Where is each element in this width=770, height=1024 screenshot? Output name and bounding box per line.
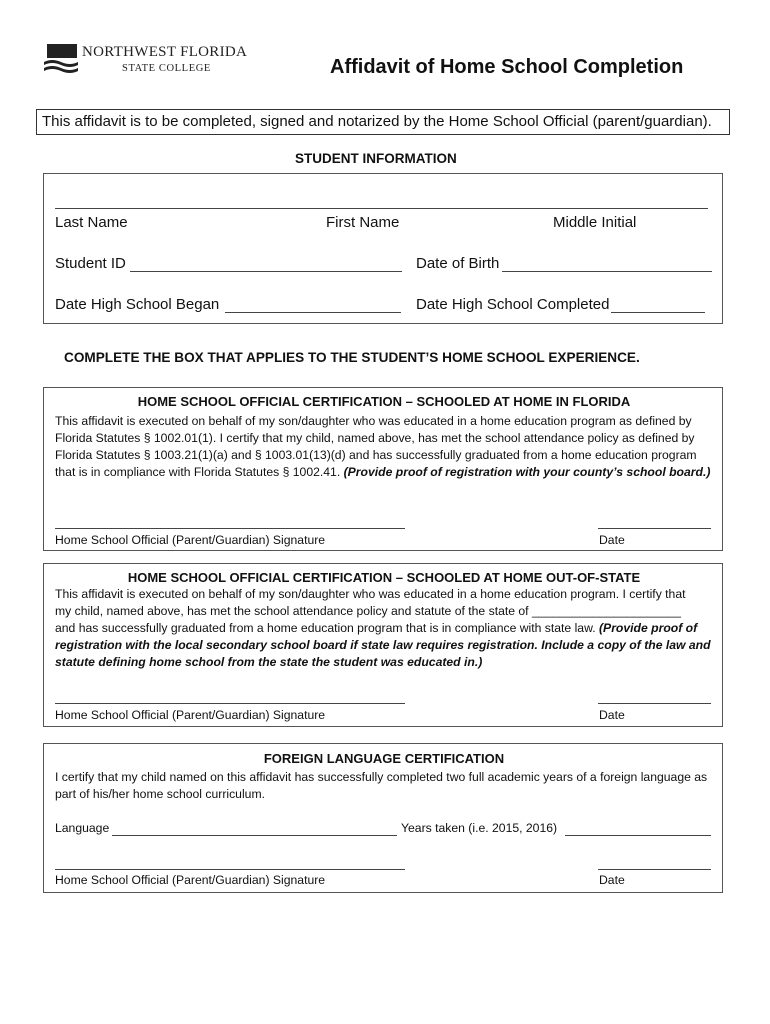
- college-logo: [44, 44, 248, 80]
- out-of-state-certification-box: [43, 563, 723, 727]
- out-of-state-emphasis: (Provide proof of registration with the local secondary school board if state law requires registration. Include a copy of the law and statute defining home school from the state the student was educated in.): [55, 621, 711, 669]
- florida-body-text: This affidavit is executed on behalf of my son/daughter who was educated in a home education program as defined by Florida Statutes § 1002.01(1). I certify that my child, named above, has met the school attendance policy as defined by Florida Statutes § 1003.21(1)(a) and § 1003.01(13)(d) and has successfully graduated from a home education program that is in compliance with Florida Statutes § 1002.41.: [55, 414, 697, 479]
- student-info-heading: STUDENT INFORMATION: [295, 151, 457, 166]
- date-of-birth-label: Date of Birth: [416, 255, 500, 272]
- florida-box-heading: HOME SCHOOL OFFICIAL CERTIFICATION – SCHOOLED AT HOME IN FLORIDA: [137, 394, 631, 409]
- last-name-label: Last Name: [55, 214, 128, 231]
- foreign-date-field[interactable]: [598, 869, 711, 870]
- out-of-state-line-1: This affidavit is executed on behalf of my son/daughter who was educated in a home education program. I certify that: [55, 587, 686, 601]
- instruction-heading: COMPLETE THE BOX THAT APPLIES TO THE STUDENT’S HOME SCHOOL EXPERIENCE.: [64, 350, 640, 365]
- florida-date-label: Date: [599, 533, 625, 547]
- language-label: Language: [55, 821, 110, 835]
- out-of-state-box-heading: HOME SCHOOL OFFICIAL CERTIFICATION – SCHOOLED AT HOME OUT-OF-STATE: [127, 570, 641, 585]
- out-of-state-signature-field[interactable]: [55, 703, 405, 704]
- florida-box-body: [55, 413, 719, 481]
- florida-date-field[interactable]: [598, 528, 711, 529]
- years-taken-label: Years taken (i.e. 2015, 2016): [401, 821, 558, 835]
- date-completed-field[interactable]: [611, 312, 705, 313]
- page-title: Affidavit of Home School Completion: [330, 56, 684, 78]
- foreign-signature-label: Home School Official (Parent/Guardian) Signature: [55, 873, 326, 887]
- foreign-box-body: I certify that my child named on this affidavit has successfully completed two full academic years of a foreign language as part of his/her home school curriculum.: [55, 770, 708, 801]
- name-field[interactable]: [55, 208, 708, 209]
- date-of-birth-field[interactable]: [502, 271, 712, 272]
- out-of-state-line-2: my child, named above, has met the school attendance policy and statute of the state of ______________________: [55, 604, 682, 618]
- logo-line-1: NORTHWEST FLORIDA: [82, 44, 248, 60]
- book-wave-logo-icon: [44, 44, 78, 74]
- date-completed-label: Date High School Completed: [416, 296, 610, 313]
- out-of-state-date-field[interactable]: [598, 703, 711, 704]
- florida-signature-field[interactable]: [55, 528, 405, 529]
- foreign-date-label: Date: [599, 873, 625, 887]
- logo-line-2: STATE COLLEGE: [122, 63, 211, 74]
- student-id-label: Student ID: [55, 255, 126, 272]
- first-name-label: First Name: [326, 214, 400, 231]
- florida-signature-label: Home School Official (Parent/Guardian) Signature: [55, 533, 326, 547]
- out-of-state-box-body: [55, 586, 721, 671]
- florida-body-emphasis: (Provide proof of registration with your county’s school board.): [343, 465, 711, 479]
- middle-initial-label: Middle Initial: [553, 214, 637, 231]
- foreign-language-box: [43, 743, 723, 893]
- out-of-state-date-label: Date: [599, 708, 625, 722]
- out-of-state-line-3: and has successfully graduated from a home education program that is in compliance with state law.: [55, 621, 599, 635]
- date-began-label: Date High School Began: [55, 296, 220, 313]
- date-began-field[interactable]: [225, 312, 401, 313]
- student-info-box: [43, 173, 723, 324]
- foreign-box-heading: FOREIGN LANGUAGE CERTIFICATION: [263, 751, 505, 766]
- student-id-field[interactable]: [130, 271, 402, 272]
- language-field[interactable]: [112, 835, 397, 836]
- florida-certification-box: [43, 387, 723, 551]
- notice-box: This affidavit is to be completed, signed and notarized by the Home School Official (parent/guardian).: [36, 109, 730, 135]
- years-taken-field[interactable]: [565, 835, 711, 836]
- out-of-state-signature-label: Home School Official (Parent/Guardian) Signature: [55, 708, 326, 722]
- foreign-signature-field[interactable]: [55, 869, 405, 870]
